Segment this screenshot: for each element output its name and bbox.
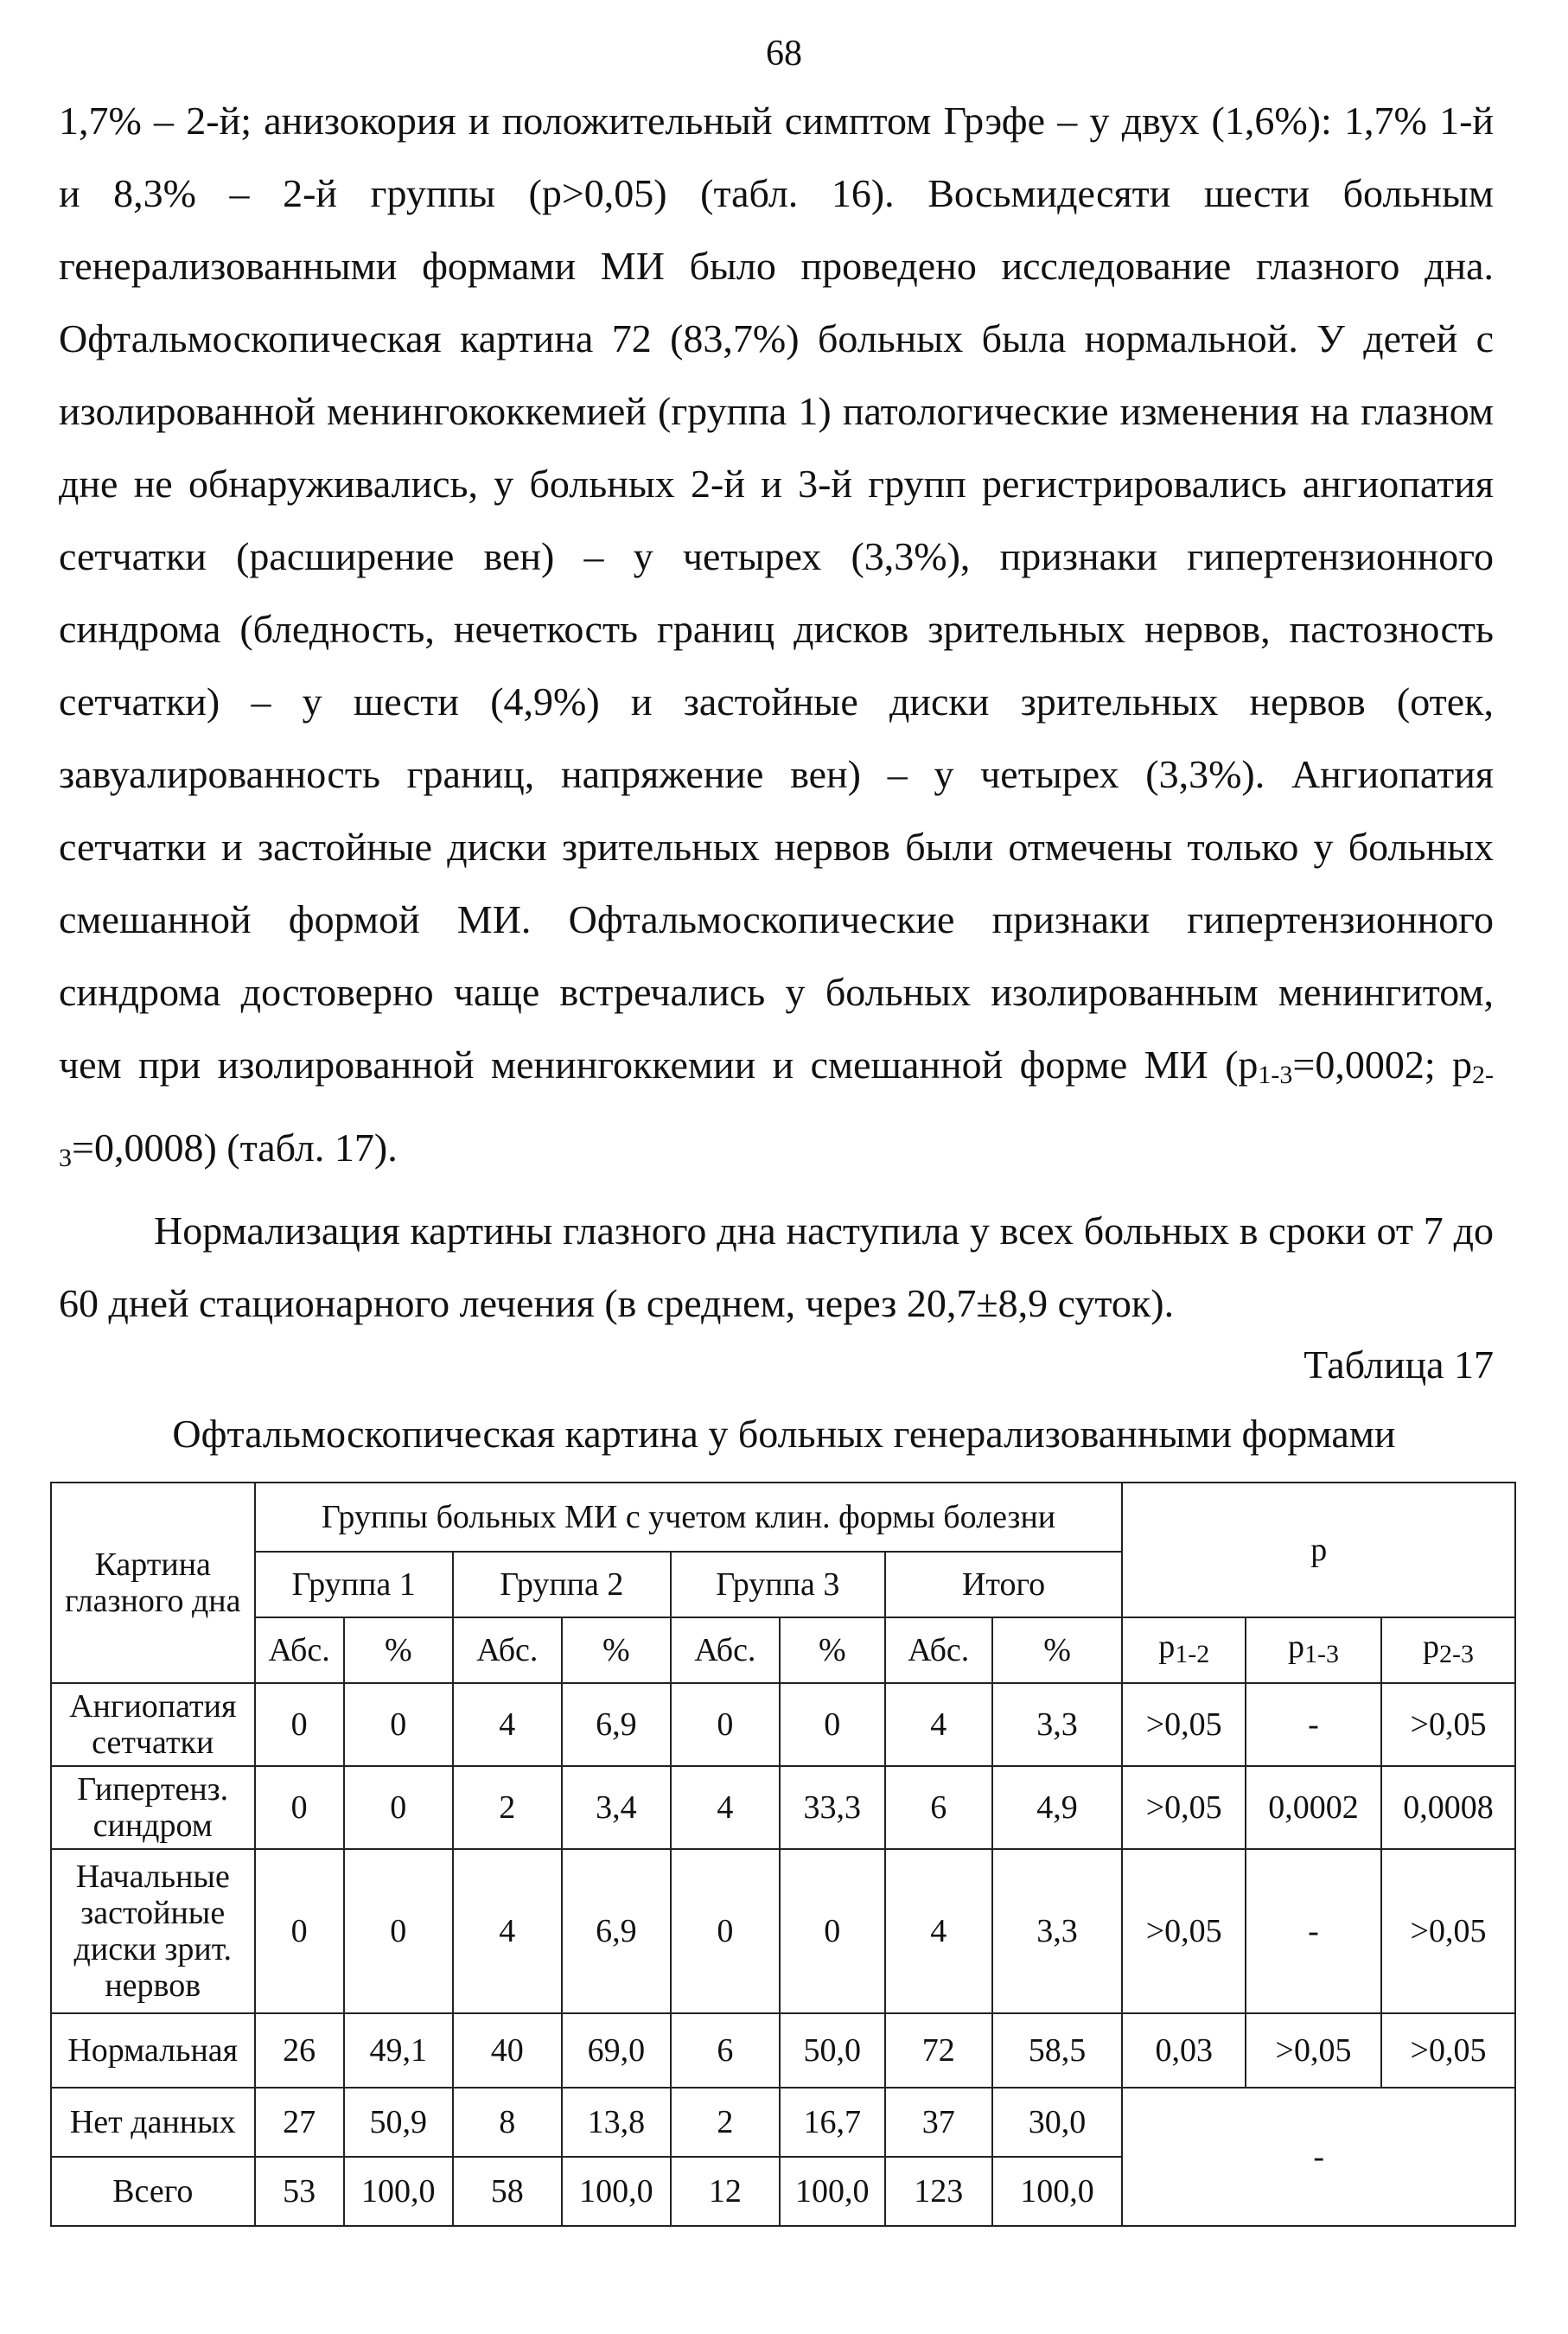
table-cell: 0	[344, 1766, 453, 1849]
table-cell: 100,0	[344, 2157, 453, 2226]
table-cell: 3,4	[562, 1766, 671, 1849]
column-header-pct: %	[344, 1617, 453, 1683]
table-row	[51, 1849, 1515, 2013]
p-subscript: 2-3	[1438, 1639, 1474, 1668]
table-cell: 4	[885, 1683, 992, 1766]
column-header-group: Группа 2	[453, 1552, 671, 1617]
column-header-p-sub	[1122, 1617, 1246, 1683]
table-cell: 123	[885, 2157, 992, 2226]
table-cell: 0	[780, 1683, 885, 1766]
column-header-pct: %	[780, 1617, 885, 1683]
column-header-abs: Абс.	[885, 1617, 992, 1683]
table-cell: 53	[255, 2157, 344, 2226]
table-row	[51, 1683, 1515, 1766]
p-value-cell: >0,05	[1381, 1849, 1515, 2013]
table-cell: 0	[344, 1849, 453, 2013]
column-header-pct: %	[562, 1617, 671, 1683]
table-cell: 0	[255, 1766, 344, 1849]
table-cell: 4	[885, 1849, 992, 2013]
column-header-p-sub	[1246, 1617, 1381, 1683]
table-cell: 100,0	[562, 2157, 671, 2226]
column-header-abs: Абс.	[255, 1617, 344, 1683]
table-cell: 0	[255, 1683, 344, 1766]
data-table	[50, 1482, 1516, 2227]
table-cell: 0	[671, 1849, 780, 2013]
paragraph-2: Нормализация картины глазного дна наступила у всех больных в сроки от 7 до 60 дней стационарного лечения (в среднем, через 20,7±8,9 суток).	[59, 1208, 1494, 1325]
table-cell: 8	[453, 2088, 562, 2157]
p-value-cell: >0,05	[1381, 1683, 1515, 1766]
column-header-group: Итого	[885, 1552, 1123, 1617]
table-cell: 100,0	[992, 2157, 1123, 2226]
column-header-group: Группа 3	[671, 1552, 885, 1617]
column-header-abs: Абс.	[453, 1617, 562, 1683]
table-cell: 30,0	[992, 2088, 1123, 2157]
table-cell: 2	[671, 2088, 780, 2157]
row-label: Начальные застойные диски зрит. нервов	[51, 1849, 255, 2013]
column-header-p: р	[1122, 1483, 1515, 1617]
table-cell: 4	[671, 1766, 780, 1849]
p-value-cell: >0,05	[1122, 1683, 1246, 1766]
table-cell: 58	[453, 2157, 562, 2226]
table-cell: 12	[671, 2157, 780, 2226]
table-cell: 37	[885, 2088, 992, 2157]
table-cell: 6	[885, 1766, 992, 1849]
table-cell: 3,3	[992, 1683, 1123, 1766]
table-caption: Офтальмоскопическая картина у больных генерализованными формами	[172, 1412, 1396, 1456]
table-cell: 33,3	[780, 1766, 885, 1849]
p-value-cell: -	[1246, 1849, 1381, 2013]
paragraph-1-text: 1,7% – 2-й; анизокория и положительный симптом Грэфе – у двух (1,6%): 1,7% 1-й и 8,3% – 2-й группы (р>0,05) (табл. 16). Восьмидесяти шести больным генерализованными формами МИ было проведено исследование глазного дна. Офтальмоскопическая картина 72 (83,7%) больных была нормальной. У детей с изолированной менингококкемией (группа 1) патологические изменения на глазном дне не обнаруживались, у больных 2-й и 3-й групп регистрировались ангиопатия сетчатки (расширение вен) – у четырех (3,3%), признаки гипертензионного синдрома (бледность, нечеткость границ дисков зрительных нервов, пастозность сетчатки) – у шести (4,9%) и застойные диски зрительных нервов (отек, завуалированность границ, напряжение вен) – у четырех (3,3%). Ангиопатия сетчатки и застойные диски зрительных нервов были отмечены только у больных смешанной формой МИ. Офтальмоскопические признаки гипертензионного синдрома достоверно чаще встречались у больных изолированным менингитом, чем при изолированной менингоккемии и смешанной форме МИ (р	[59, 99, 1494, 1087]
p-value-cell: >0,05	[1122, 1849, 1246, 2013]
table-header-row	[51, 1483, 1515, 1552]
table-cell: 0	[344, 1683, 453, 1766]
table-row	[51, 2088, 1515, 2157]
table-cell: 13,8	[562, 2088, 671, 2157]
table-label: Таблица 17	[1303, 1342, 1494, 1387]
p-value-cell: >0,05	[1381, 2013, 1515, 2088]
table-cell: 50,9	[344, 2088, 453, 2157]
column-header-groups: Группы больных МИ с учетом клин. формы болезни	[255, 1483, 1123, 1552]
p-value-cell: 0,03	[1122, 2013, 1246, 2088]
page-number: 68	[766, 34, 802, 73]
p-subscript: 1-3	[1303, 1639, 1339, 1668]
table-cell: 69,0	[562, 2013, 671, 2088]
body-text	[59, 85, 1494, 1340]
table-cell: 72	[885, 2013, 992, 2088]
table-cell: 100,0	[780, 2157, 885, 2226]
p-base: р	[1422, 1628, 1439, 1665]
table-cell: 26	[255, 2013, 344, 2088]
table-cell: 0	[671, 1683, 780, 1766]
p-value-cell: >0,05	[1246, 2013, 1381, 2088]
row-label: Нормальная	[51, 2013, 255, 2088]
table-cell: 49,1	[344, 2013, 453, 2088]
p-subscript: 1-3	[1258, 1061, 1293, 1089]
table-cell: 4	[453, 1849, 562, 2013]
column-header-abs: Абс.	[671, 1617, 780, 1683]
table-cell: 6,9	[562, 1683, 671, 1766]
table-row	[51, 2013, 1515, 2088]
paragraph-1-text-c: =0,0008) (табл. 17).	[72, 1126, 398, 1170]
p-value-cell: 0,0002	[1246, 1766, 1381, 1849]
paragraph-1	[59, 85, 1494, 1195]
table-cell: 6	[671, 2013, 780, 2088]
table-cell: 16,7	[780, 2088, 885, 2157]
table-cell: 0	[255, 1849, 344, 2013]
p-subscript: 1-2	[1175, 1639, 1210, 1668]
p-base: р	[1287, 1628, 1304, 1665]
table-cell: 58,5	[992, 2013, 1123, 2088]
p-value-cell: 0,0008	[1381, 1766, 1515, 1849]
row-label: Нет данных	[51, 2088, 255, 2157]
table-cell: 3,3	[992, 1849, 1123, 2013]
table-cell: 6,9	[562, 1849, 671, 2013]
paragraph-1-text-b: =0,0002; р	[1292, 1043, 1472, 1087]
p-value-merged: -	[1122, 2088, 1515, 2226]
column-header-group: Группа 1	[255, 1552, 453, 1617]
p-value-cell: >0,05	[1122, 1766, 1246, 1849]
table-cell: 50,0	[780, 2013, 885, 2088]
table-cell: 27	[255, 2088, 344, 2157]
table-cell: 0	[780, 1849, 885, 2013]
row-label: Гипертенз. синдром	[51, 1766, 255, 1849]
p-base: р	[1158, 1628, 1176, 1665]
p-value-cell: -	[1246, 1683, 1381, 1766]
column-header-p-sub	[1381, 1617, 1515, 1683]
column-header-pct: %	[992, 1617, 1123, 1683]
p-subscript: 2-3	[59, 1061, 1494, 1172]
table-cell: 40	[453, 2013, 562, 2088]
table-cell: 2	[453, 1766, 562, 1849]
row-label: Ангиопатия сетчатки	[51, 1683, 255, 1766]
column-header-picture: Картина глазного дна	[51, 1483, 255, 1683]
table-header-row	[51, 1617, 1515, 1683]
row-label: Всего	[51, 2157, 255, 2226]
table-row	[51, 1766, 1515, 1849]
table-cell: 4,9	[992, 1766, 1123, 1849]
table-cell: 4	[453, 1683, 562, 1766]
